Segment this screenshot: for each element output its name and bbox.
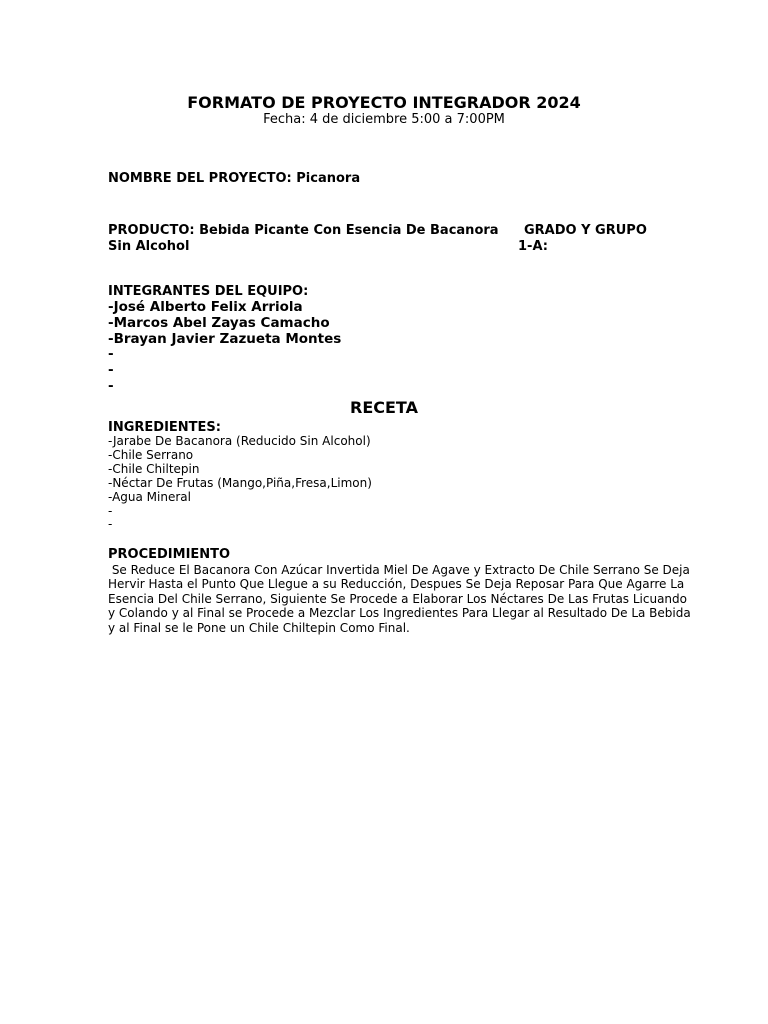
team-member: - [108,362,114,379]
procedure-text [108,563,691,635]
document-date: Fecha: 4 de diciembre 5:00 a 7:00PM [263,112,505,127]
procedure-line: y al Final se le Pone un Chile Chiltepin Como Final. [108,620,410,635]
procedure-line: Se Reduce El Bacanora Con Azúcar Invertida Miel De Agave y Extracto De Chile Serrano Se Deja [108,563,690,577]
ingredient-item: - [108,517,113,532]
team-member: -Brayan Javier Zazueta Montes [108,330,342,347]
ingredient-item: -Jarabe De Bacanora (Reducido Sin Alcohol) [108,434,371,448]
team-member: -Marcos Abel Zayas Camacho [108,314,330,331]
grade-group-label: GRADO Y GRUPO [524,223,647,238]
ingredient-item: -Chile Chiltepin [108,461,200,476]
product-line-1: PRODUCTO: Bebida Picante Con Esencia De Bacanora [108,223,499,238]
procedure-heading: PROCEDIMIENTO [108,547,231,562]
procedure-line: Hervir Hasta el Punto Que Llegue a su Reducción, Despues Se Deja Reposar Para Que Agarre La [108,577,685,592]
ingredient-item: - [108,503,113,518]
document-title: FORMATO DE PROYECTO INTEGRADOR 2024 [187,93,581,112]
product-line-2: Sin Alcohol [108,239,190,254]
project-name: NOMBRE DEL PROYECTO: Picanora [108,171,361,186]
recipe-heading: RECETA [350,398,418,417]
team-heading: INTEGRANTES DEL EQUIPO: [108,284,309,299]
ingredient-item: -Chile Serrano [108,447,194,462]
team-member-list [108,300,341,395]
ingredient-item: -Agua Mineral [108,489,191,504]
grade-group-value: 1-A: [518,239,548,254]
procedure-line: Esencia Del Chile Serrano, Siguiente Se Procede a Elaborar Los Néctares De Las Frutas Licuando [108,591,687,606]
ingredients-heading: INGREDIENTES: [108,420,221,435]
team-member: - [108,346,114,363]
team-member: -José Alberto Felix Arriola [108,299,303,315]
procedure-line: y Colando y al Final se Procede a Mezclar Los Ingredientes Para Llegar al Resultado De La Bebida [108,606,691,621]
ingredient-item: -Néctar De Frutas (Mango,Piña,Fresa,Limon) [108,475,372,490]
ingredients-list [108,435,372,532]
team-member: - [108,377,114,394]
